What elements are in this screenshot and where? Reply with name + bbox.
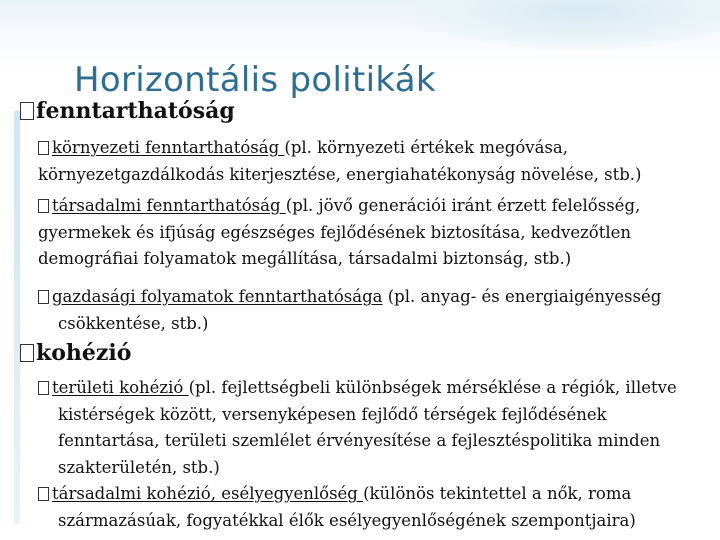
list-item [38,135,706,188]
section-heading-sustainability [20,98,235,124]
slide-title: Horizontális politikák [74,60,436,100]
section-heading-text: fenntarthatóság [36,98,235,124]
item-description: (pl. környezeti értékek megóvása, környezetgazdálkodás kiterjesztése, energiahatékonyság növelése, stb.) [38,138,642,184]
item-term: környezeti fenntarthatóság [52,138,285,157]
section-heading-cohesion [20,340,131,366]
item-description: (pl. fejlettségbeli különbségek mérséklése a régiók, illetve kistérségek között, versenyképesen fejlődő térségek fejlődésének fenntartása, területi szemlélet érvényesítése a fejlesztéspolitika minden szakterületén, stb.) [58,378,677,477]
list-item [38,481,706,534]
item-description: (pl. anyag- és energiaigényesség csökkentése, stb.) [58,287,662,333]
decorative-left-bar [14,110,20,525]
item-term: társadalmi fenntarthatóság [52,196,286,215]
bullet-icon [20,102,34,120]
list-item [38,193,706,273]
item-description: (pl. jövő generációi iránt érzett felelősség, gyermekek és ifjúság egészséges fejlődésének biztosítása, kedvezőtlen demográfiai folyamatok megállítása, társadalmi biztonság, stb.) [38,196,641,268]
section-heading-text: kohézió [36,340,132,366]
item-term: gazdasági folyamatok fenntarthatósága [52,287,383,306]
bullet-icon [38,290,49,304]
bullet-icon [20,344,34,362]
bullet-icon [38,199,49,213]
bullet-icon [38,381,49,395]
bullet-icon [38,141,49,155]
item-description: (különös tekintettel a nők, roma származásúak, fogyatékkal élők esélyegyenlőségének szempontjaira) [58,484,636,530]
item-term: területi kohézió [52,378,189,397]
list-item [38,284,706,337]
list-item [38,375,706,481]
bullet-icon [38,487,49,501]
item-term: társadalmi kohézió, esélyegyenlőség [52,484,364,503]
